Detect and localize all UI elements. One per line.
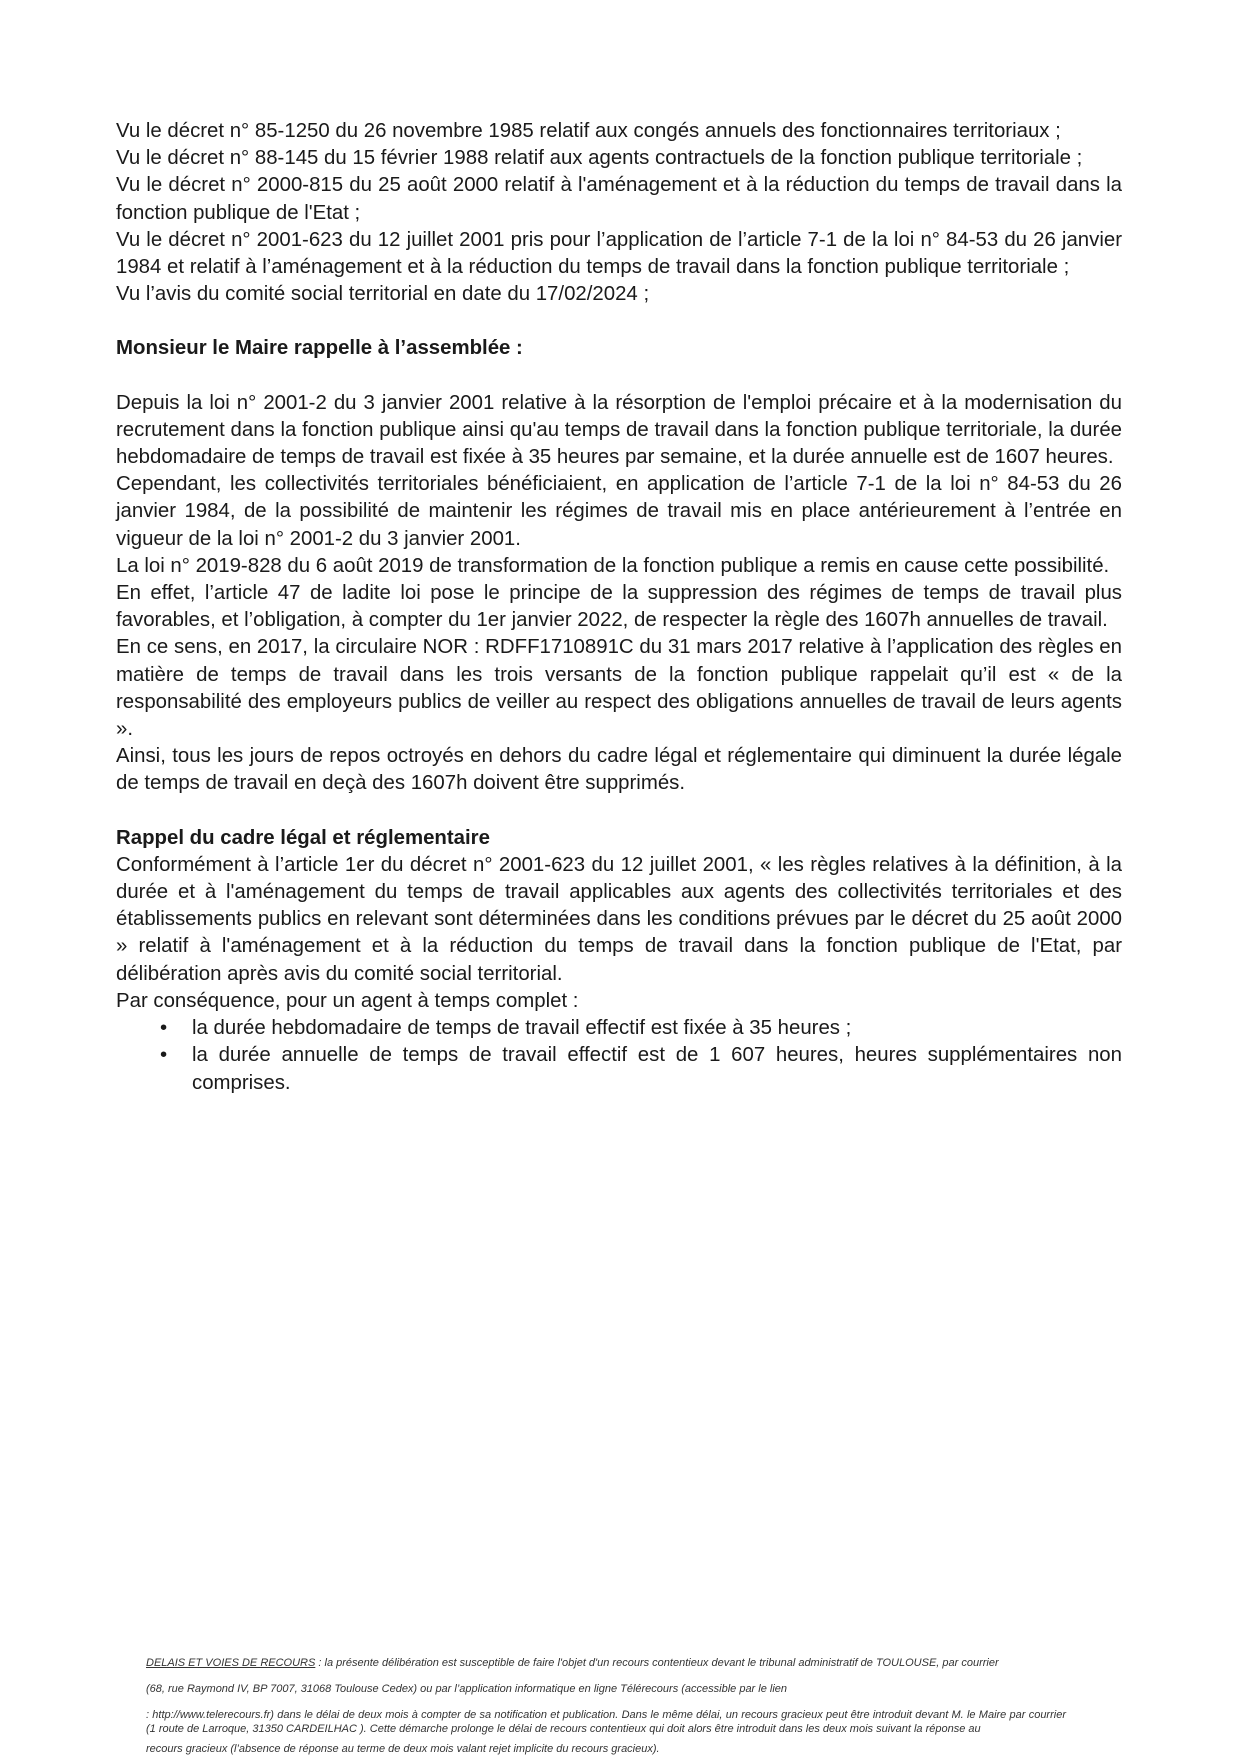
- document-body: [116, 118, 1122, 1097]
- legal-footer: [146, 1650, 1066, 1762]
- list-item: [116, 1042, 1122, 1096]
- footer-line: (68, rue Raymond IV, BP 7007, 31068 Toulouse Cedex) ou par l’application informatique en ligne Télérecours (accessible par le lien: [146, 1683, 788, 1695]
- considerants-block: [116, 118, 1122, 308]
- paragraph: En ce sens, en 2017, la circulaire NOR : RDFF1710891C du 31 mars 2017 relative à l’application des règles en matière de temps de travail dans les trois versants de la fonction publique rappelait qu’il est « de la responsabilité des employeurs publics de veiller au respect des obligations annuelles de travail de leurs agents ».: [116, 636, 1122, 741]
- paragraph: Ainsi, tous les jours de repos octroyés en dehors du cadre légal et réglementaire qui diminuent la durée légale de temps de travail en deçà des 1607h doivent être supprimés.: [116, 745, 1122, 795]
- section-heading: Rappel du cadre légal et réglementaire: [116, 826, 490, 849]
- footer-label: DELAIS ET VOIES DE RECOURS: [146, 1657, 316, 1669]
- footer-line: : http://www.telerecours.fr) dans le délai de deux mois à compter de sa notification et publication. Dans le même délai, un recours gracieux peut être introduit devant M. le Maire par courrier (1 route de Larroque, 31350 CARDEILHAC ). Cette démarche prolonge le délai de recours contentieux qui doit alors être introduit dans les deux mois suivant la réponse au: [146, 1709, 1066, 1735]
- paragraph: Conformément à l’article 1er du décret n° 2001-623 du 12 juillet 2001, « les règles relatives à la définition, à la durée et à l'aménagement du temps de travail applicables aux agents des collectivités territoriales et des établissements publics en relevant sont déterminées dans les conditions prévues par le décret du 25 août 2000 » relatif à l'aménagement et à la réduction du temps de travail dans la fonction publique de l'Etat, par délibération après avis du comité social territorial.: [116, 853, 1122, 985]
- list-item-text: la durée annuelle de temps de travail effectif est de 1 607 heures, heures supplémentaires non comprises.: [192, 1044, 1122, 1094]
- footer-line: recours gracieux (l’absence de réponse au terme de deux mois valant rejet implicite du recours gracieux).: [146, 1743, 660, 1755]
- paragraph: La loi n° 2019-828 du 6 août 2019 de transformation de la fonction publique a remis en cause cette possibilité.: [116, 554, 1110, 577]
- footer-line: [146, 1650, 1066, 1676]
- considerant: Vu le décret n° 88-145 du 15 février 1988 relatif aux agents contractuels de la fonction publique territoriale ;: [116, 147, 1083, 170]
- paragraph: Cependant, les collectivités territoriales bénéficiaient, en application de l’article 7-1 de la loi n° 84-53 du 26 janvier 1984, de la possibilité de maintenir les régimes de travail mis en place antérieurement à l’entrée en vigueur de la loi n° 2001-2 du 3 janvier 2001.: [116, 473, 1122, 550]
- list-item: [116, 1015, 1122, 1042]
- considerant: Vu l’avis du comité social territorial en date du 17/02/2024 ;: [116, 283, 650, 306]
- bullet-icon: •: [160, 1044, 168, 1067]
- section-heading: Monsieur le Maire rappelle à l’assemblée :: [116, 337, 523, 360]
- considerant: Vu le décret n° 2001-623 du 12 juillet 2001 pris pour l’application de l’article 7-1 de la loi n° 84-53 du 26 janvier 1984 et relatif à l’aménagement et à la réduction du temps de travail dans la fonction publique territoriale ;: [116, 228, 1122, 279]
- paragraph: Depuis la loi n° 2001-2 du 3 janvier 2001 relative à la résorption de l'emploi précaire et à la modernisation du recrutement dans la fonction publique ainsi qu'au temps de travail dans la fonction publique territoriale, la durée hebdomadaire de temps de travail est fixée à 35 heures par semaine, et la durée annuelle est de 1607 heures.: [116, 391, 1122, 469]
- footer-text: : la présente délibération est susceptible de faire l'objet d'un recours contentieux devant le tribunal administratif de TOULOUSE, par courrier: [315, 1657, 999, 1669]
- considerant: Vu le décret n° 85-1250 du 26 novembre 1985 relatif aux congés annuels des fonctionnaires territoriaux ;: [116, 120, 1061, 142]
- paragraph: En effet, l’article 47 de ladite loi pose le principe de la suppression des régimes de temps de travail plus favorables, et l’obligation, à compter du 1er janvier 2022, de respecter la règle des 1607h annuelles de travail.: [116, 582, 1122, 632]
- bullet-icon: •: [160, 1017, 168, 1040]
- section-body: [116, 390, 1122, 798]
- paragraph: Par conséquence, pour un agent à temps complet :: [116, 989, 579, 1012]
- considerant: Vu le décret n° 2000-815 du 25 août 2000 relatif à l'aménagement et à la réduction du temps de travail dans la fonction publique de l'Etat ;: [116, 174, 1122, 224]
- bullet-list: [116, 1015, 1122, 1097]
- list-item-text: la durée hebdomadaire de temps de travail effectif est fixée à 35 heures ;: [192, 1017, 852, 1040]
